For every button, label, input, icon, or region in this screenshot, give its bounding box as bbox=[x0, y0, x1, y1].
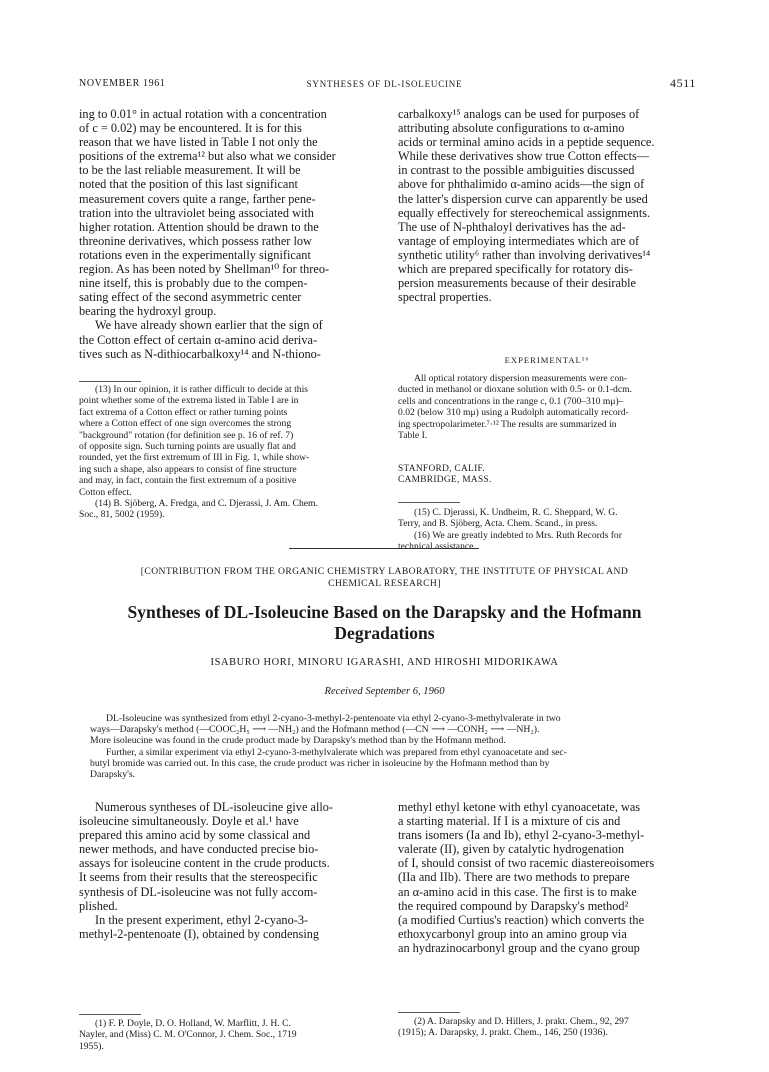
affiliation-line: CAMBRIDGE, MASS. bbox=[398, 475, 492, 486]
text-line: an hydrazinocarbonyl group and the cyano group bbox=[398, 940, 640, 955]
footnote-line: (14) B. Sjöberg, A. Fredga, and C. Djerassi, J. Am. Chem. bbox=[95, 498, 318, 510]
footnote-bottom-left bbox=[79, 1018, 379, 1052]
title-line: Degradations bbox=[334, 623, 435, 643]
text-line: ducted in methanol or dioxane solution with 0.5- or 0.1-dcm. bbox=[398, 384, 632, 396]
section-divider bbox=[289, 548, 479, 549]
footnote-line: of opposite sign. Such turning points are usually flat and bbox=[79, 441, 296, 453]
footnotes-left bbox=[79, 384, 379, 521]
footnote-line: ing such a shape, also appears to consist of fine structure bbox=[79, 463, 297, 475]
text-line: Table I. bbox=[398, 430, 428, 442]
text-line: methyl-2-pentenoate (I), obtained by condensing bbox=[79, 926, 320, 941]
footnote-line: fact extrema of a Cotton effect or rather turning points bbox=[79, 406, 288, 418]
experimental-heading: EXPERIMENTAL¹⁶ bbox=[504, 355, 590, 365]
title-line: Syntheses of DL-Isoleucine Based on the Darapsky and the Hofmann bbox=[127, 602, 642, 622]
text-line: nine itself, this is probably due to the compen- bbox=[79, 276, 308, 291]
text-line: 0.02 (below 310 mμ) using a Rudolph automatically record- bbox=[398, 407, 629, 419]
text-line: assays for isoleucine content in the crude products. bbox=[79, 856, 330, 871]
text-line: the latter's dispersion curve can apparently be used bbox=[398, 191, 648, 206]
footnote-line: and may, in fact, contain the first extremum of a positive bbox=[79, 475, 297, 487]
author-list: ISABURO HORI, MINORU IGARASHI, AND HIROSHI MIDORIKAWA bbox=[210, 657, 559, 668]
text-line: noted that the position of this last significant bbox=[79, 177, 298, 192]
text-line: to be the last reliable measurement. It will be bbox=[79, 163, 301, 178]
text-line: plished. bbox=[79, 898, 118, 913]
footnotes-right bbox=[398, 507, 696, 553]
text-line: region. As has been noted by Shellman¹⁰ for threo- bbox=[79, 262, 330, 277]
footnote-line: (15) C. Djerassi, K. Undheim, R. C. Sheppard, W. G. bbox=[414, 507, 618, 518]
text-line: (a modified Curtius's reaction) which converts the bbox=[398, 912, 645, 927]
text-line: equally effectively for stereochemical assignments. bbox=[398, 205, 651, 220]
text-line: an α-amino acid in this case. The first is to make bbox=[398, 884, 637, 899]
text-line: ing to 0.01° in actual rotation with a concentration bbox=[79, 107, 327, 121]
footnote-line: (16) We are greatly indebted to Mrs. Ruth Records for bbox=[414, 529, 622, 541]
text-line: the Cotton effect of certain α-amino acid deriva- bbox=[79, 332, 318, 347]
footnote-line: Terry, and B. Sjöberg, Acta. Chem. Scand., in press. bbox=[398, 518, 598, 530]
footnote-line: Soc., 81, 5002 (1959). bbox=[79, 509, 165, 521]
text-line: prepared this amino acid by some classical and bbox=[79, 828, 311, 843]
footnote-line: (13) In our opinion, it is rather difficult to decide at this bbox=[95, 384, 308, 395]
text-line: tives such as N-dithiocarbalkoxy¹⁴ and N-thiono- bbox=[79, 346, 321, 361]
body-right-column bbox=[398, 800, 696, 955]
text-line: reason that we have listed in Table I not only the bbox=[79, 135, 318, 150]
text-line: acids or terminal amino acids in a peptide sequence. bbox=[398, 135, 655, 150]
footnote-line: 1955). bbox=[79, 1040, 104, 1052]
footnote-bottom-right bbox=[398, 1016, 696, 1039]
text-line: sating effect of the second asymmetric center bbox=[79, 290, 302, 305]
footnote-line: Nayler, and (Miss) C. M. O'Connor, J. Chem. Soc., 1719 bbox=[79, 1029, 297, 1041]
page-number: 4511 bbox=[670, 76, 696, 90]
contribution-text: CHEMICAL RESEARCH] bbox=[328, 578, 441, 589]
text-line: We have already shown earlier that the sign of bbox=[95, 318, 323, 333]
text-line: It seems from their results that the stereospecific bbox=[79, 870, 318, 885]
text-line: vantage of employing intermediates which are of bbox=[398, 233, 640, 248]
footnote-rule bbox=[79, 381, 141, 382]
footnote-line: (1) F. P. Doyle, D. O. Holland, W. Marflitt, J. H. C. bbox=[95, 1018, 291, 1029]
text-line: In the present experiment, ethyl 2-cyano-3- bbox=[95, 912, 309, 927]
affiliation-line: STANFORD, CALIF. bbox=[398, 464, 485, 474]
body-left-column bbox=[79, 800, 379, 941]
text-line: isoleucine simultaneously. Doyle et al.¹ have bbox=[79, 814, 299, 829]
text-line: rotations even in the experimentally significant bbox=[79, 247, 311, 262]
left-column-text bbox=[79, 107, 379, 361]
text-line: higher rotation. Attention should be drawn to the bbox=[79, 219, 319, 234]
footnote-line: "background" rotation (for definition see p. 16 of ref. 7) bbox=[79, 429, 294, 441]
text-line: measurement covers quite a range, farther pene- bbox=[79, 191, 316, 206]
footnote-rule bbox=[79, 1014, 141, 1015]
affiliation bbox=[398, 464, 492, 487]
text-line: The use of N-phthaloyl derivatives has the ad- bbox=[398, 219, 626, 234]
contribution-line bbox=[0, 566, 769, 590]
abstract bbox=[90, 713, 690, 780]
text-line: of c = 0.02) may be encountered. It is for this bbox=[79, 121, 302, 136]
text-line: ing spectropolarimeter.⁷·¹² The results are summarized in bbox=[398, 418, 617, 430]
text-line: of I, should consist of two racemic diastereoisomers bbox=[398, 856, 655, 871]
contribution-text: [CONTRIBUTION FROM THE ORGANIC CHEMISTRY LABORATORY, THE INSTITUTE OF PHYSICAL AND bbox=[140, 566, 629, 577]
text-line: attributing absolute configurations to α-amino bbox=[398, 121, 625, 136]
footnote-line: (2) A. Darapsky and D. Hillers, J. prakt. Chem., 92, 297 bbox=[414, 1016, 629, 1027]
text-line: While these derivatives show true Cotton effects— bbox=[398, 149, 650, 164]
abstract-line: Further, a similar experiment via ethyl 2-cyano-3-methylvalerate which was prepared from ethyl cyanoacetate and sec- bbox=[106, 746, 567, 758]
text-line: in contrast to the possible ambiguities discussed bbox=[398, 163, 635, 178]
text-line: positions of the extrema¹² but also what we consider bbox=[79, 149, 336, 164]
text-line: cells and concentrations in the range c, 0.1 (700–310 mμ)– bbox=[398, 395, 624, 407]
abstract-line: DL-Isoleucine was synthesized from ethyl 2-cyano-3-methyl-2-pentenoate via ethyl 2-cyano-3-methylvalerate in two bbox=[106, 713, 561, 724]
footnote-line: point whether some of the extrema listed in Table I are in bbox=[79, 395, 299, 407]
text-line: above for phthalimido α-amino acids—the sign of bbox=[398, 177, 645, 192]
footnote-line: Cotton effect. bbox=[79, 486, 132, 498]
article-title bbox=[0, 602, 769, 644]
footnote-line: where a Cotton effect of one sign overcomes the strong bbox=[79, 418, 292, 430]
abstract-line: More isoleucine was found in the crude product made by Darapsky's method than by the Hofmann method. bbox=[90, 735, 506, 747]
text-line: carbalkoxy¹⁵ analogs can be used for purposes of bbox=[398, 107, 640, 121]
running-header-title: SYNTHESES OF DL-ISOLEUCINE bbox=[306, 79, 463, 89]
text-line: synthetic utility⁶ rather than involving derivatives¹⁴ bbox=[398, 247, 651, 262]
right-column-text bbox=[398, 107, 696, 304]
text-line: ethoxycarbonyl group into an amino group via bbox=[398, 926, 627, 941]
text-line: bearing the hydroxyl group. bbox=[79, 304, 217, 319]
text-line: the required compound by Darapsky's method² bbox=[398, 898, 629, 913]
abstract-line: Darapsky's. bbox=[90, 769, 136, 781]
abstract-line: ways—Darapsky's method (—COOC₂H₅ ⟶ —NH₂) and the Hofmann method (—CN ⟶ —CONH₂ ⟶ —NH₂). bbox=[90, 724, 540, 736]
text-line: persion measurements because of their desirable bbox=[398, 276, 636, 291]
received-date: Received September 6, 1960 bbox=[324, 686, 445, 697]
text-line: trans isomers (Ia and Ib), ethyl 2-cyano-3-methyl- bbox=[398, 828, 645, 843]
text-line: threonine derivatives, which possess rather low bbox=[79, 233, 312, 248]
text-line: All optical rotatory dispersion measurements were con- bbox=[414, 373, 628, 384]
text-line: spectral properties. bbox=[398, 290, 492, 305]
text-line: Numerous syntheses of DL-isoleucine give allo- bbox=[95, 800, 334, 814]
text-line: a starting material. If I is a mixture of cis and bbox=[398, 814, 621, 829]
text-line: which are prepared specifically for rotatory dis- bbox=[398, 262, 633, 277]
text-line: valerate (II), given by catalytic hydrogenation bbox=[398, 842, 625, 857]
text-line: tration into the ultraviolet being associated with bbox=[79, 205, 314, 220]
text-line: synthesis of DL-isoleucine was not fully accom- bbox=[79, 884, 318, 899]
footnote-line: (1915); A. Darapsky, J. prakt. Chem., 146, 250 (1936). bbox=[398, 1027, 608, 1039]
experimental-text bbox=[398, 373, 696, 441]
footnote-line: rounded, yet the first extremum of III in Fig. 1, while show- bbox=[79, 452, 310, 464]
text-line: (IIa and IIb). There are two methods to prepare bbox=[398, 870, 630, 885]
footnote-rule bbox=[398, 1012, 460, 1013]
running-header-date: NOVEMBER 1961 bbox=[79, 78, 166, 89]
footnote-line: technical assistance. bbox=[398, 541, 476, 553]
text-line: newer methods, and have conducted precise bio- bbox=[79, 842, 319, 857]
footnote-rule bbox=[398, 502, 460, 503]
text-line: methyl ethyl ketone with ethyl cyanoacetate, was bbox=[398, 800, 641, 814]
abstract-line: butyl bromide was carried out. In this case, the crude product was richer in isoleucine by the Hofmann method than by bbox=[90, 757, 550, 769]
